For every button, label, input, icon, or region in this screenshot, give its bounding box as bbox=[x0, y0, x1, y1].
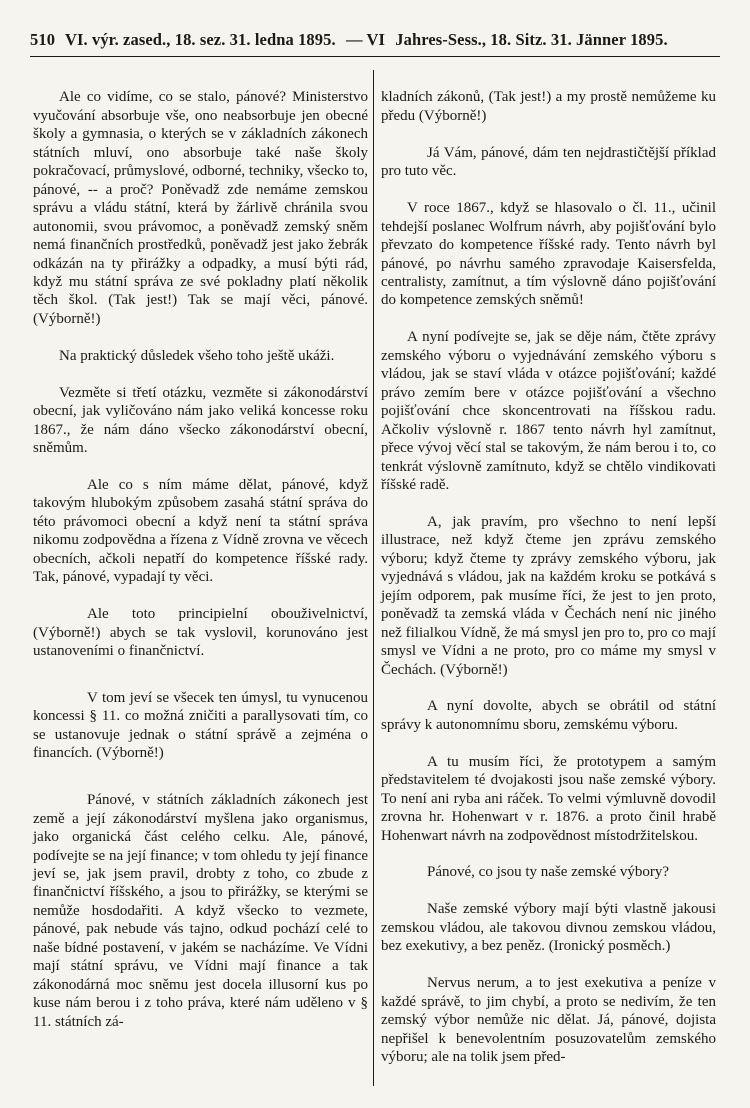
paragraph: Na praktický důsledek všeho toho ještě ukáži. bbox=[59, 347, 335, 364]
paragraph: Pánové, co jsou ty naše zemské výbory? bbox=[427, 864, 670, 881]
header-czech-session: VI. výr. zased., 18. sez. 31. ledna 1895. bbox=[65, 30, 336, 49]
header-separator: — VI bbox=[345, 30, 386, 49]
paragraph: Naše zemské výbory mají býti vlastně jakousi zemskou vládou, ale takovou divnou zemskou vládou, bez exekutivy, a bez peněz. (Ironický posměch.) bbox=[381, 901, 716, 955]
paragraph: Ale co s ním máme dělat, pánové, když takovým hlubokým způsobem zasahá státní správa do této právomoci obecní a když není ta státní správa nikomu zodpovědna a řízena z Vídně zrovna ve věcech obecních, ačkoli nepatří do kompetence říšské rady. Tak, pánové, vypadají ty věci. bbox=[33, 476, 368, 586]
right-column bbox=[381, 70, 716, 1085]
paragraph: V tom jeví se všecek ten úmysl, tu vynucenou koncessi § 11. co možná zničiti a parallysovati tím, co se ustanovuje jednak o státní správě a zejména o financích. (Výborně!) bbox=[33, 689, 368, 762]
paragraph: Vezměte si třetí otázku, vezměte si zákonodárství obecní, jak vyličováno nám jako veliká koncesse roku 1867., že nám dáno všecko zákonodárství obecní, sněmům. bbox=[33, 384, 368, 457]
paragraph: Ale co vidíme, co se stalo, pánové? Ministerstvo vyučování absorbuje vše, ono neabsorbuje jen obecné školy a gymnasia, o kterých se v základních zákonech státních mluví, ono absorbuje také naše školy pokračovací, průmyslové, odborné, techniky, všecko to, pánové, -- a proč? Poněvadž zde nemáme zemskou správu a vládu státní, která by žárlivě chránila svou autonomii, svou právomoc, a poněvadž zemský sněm nemá finančních prostředků, poněvadž jest jako žebrák odkázán na ty přirážky a odpadky, a musí býti rád, když mu státní správa ze své pokladny platí několik těch škol. (Tak jest!) Tak se mají věci, pánové. (Výborně!) bbox=[33, 89, 368, 327]
column-divider bbox=[373, 70, 374, 1086]
page-number: 510 bbox=[30, 30, 56, 49]
paragraph: kladních zákonů, (Tak jest!) a my prostě nemůžeme ku předu (Výborně!) bbox=[381, 89, 716, 124]
paragraph: A nyní podívejte se, jak se děje nám, čtěte zprávy zemského výboru o vyjednávání zemského výboru s vládou, jak se staví vláda v otázce pojišťování; každé právo zemím bere v otázce pojišťování a všechno pojišťování chce skoncentrovati na říšskou radu. Ačkoliv výslovně r. 1867 tento návrh hyl zamítnut, přece vývoj věcí stal se takovým, že nám berou i to, co tenkrát výslovně zamítnuto, když se chtělo vindikovati říšské radě. bbox=[381, 329, 716, 493]
paragraph: Nervus nerum, a to jest exekutiva a peníze v každé správě, to jim chybí, a proto se nedivím, že ten zemský výbor nemůže nic dělat. Já, pánové, dojista nepřišel k benevolentním posuzovatelům zemského výboru; ale na tolik jsem před- bbox=[381, 975, 716, 1066]
paragraph: V roce 1867., když se hlasovalo o čl. 11., učinil tehdejší poslanec Wolfrum návrh, aby pojišťování bylo převzato do kompetence říšské rady. Tento návrh byl pánové, po návrhu samého zpravodaje Kaisersfelda, centralisty, zamítnut, a tím výslovně dáno pojišťování do kompetence zemských sněmů! bbox=[381, 200, 716, 309]
paragraph: Já Vám, pánové, dám ten nejdrastičtější příklad pro tuto věc. bbox=[381, 144, 716, 180]
paragraph: Ale toto principielní obouživelnictví, (Výborně!) abych se tak vyslovil, korunováno jest ustanoveními o finančnictví. bbox=[33, 606, 368, 660]
paragraph: A tu musím říci, že prototypem a samým představitelem té dvojakosti jsou naše zemské výbory. To není ani ryba ani ráček. To velmi výmluvně dovodil zrovna hr. Hohenwart v r. 1876. a proto činil hrabě Hohenwart návrh na zodpovědnost místodržitelskou. bbox=[381, 753, 716, 844]
page-header bbox=[30, 30, 720, 50]
header-german-session: Jahres-Sess., 18. Sitz. 31. Jänner 1895. bbox=[395, 30, 668, 49]
paragraph: A nyní dovolte, abych se obrátil od státní správy k autonomnímu sboru, zemskému výboru. bbox=[381, 698, 716, 733]
paragraph: Pánové, v státních základních zákonech jest země a její zákonodárství myšlena jako organismus, jako organická část celého celku. Ale, pánové, podívejte se na její finance; v tom ohledu ty její finance jeví se, jak jsem pravil, drobty z toho, co zbude z finančnictví říšského, a jsou to přirážky, se kterými se nemůže hosdodařiti. A když všecko to vezmete, pánové, pak nebude vás tajno, odkud pochází celé to naše bídné postavení, v jakém se nacházíme. Ve Vídni mají státní správu, ve Vídni mají finance a tak zákonodárná moc sněmu jest docela illusorní kus po kuse nám berou i z toho práva, které nám uděleno v § 11. státních zá- bbox=[33, 792, 368, 1030]
left-column bbox=[33, 70, 368, 1050]
header-rule bbox=[30, 56, 720, 57]
paragraph: A, jak pravím, pro všechno to není lepší illustrace, než když čteme jen zprávu zemského výboru; když čteme ty zprávy zemského výboru, jak vyjednává s vládou, jak na každém kroku se potkává s jejím odporem, pak musíme říci, že jest to jen proto, poněvadž ta zemská vláda v Čechách není nic jiného než filialkou Vídně, že má smysl jen pro to, pro co mají smysl ve Vídni a ne proto, pro co máme my smysl v Čechách. (Výborně!) bbox=[381, 513, 716, 678]
